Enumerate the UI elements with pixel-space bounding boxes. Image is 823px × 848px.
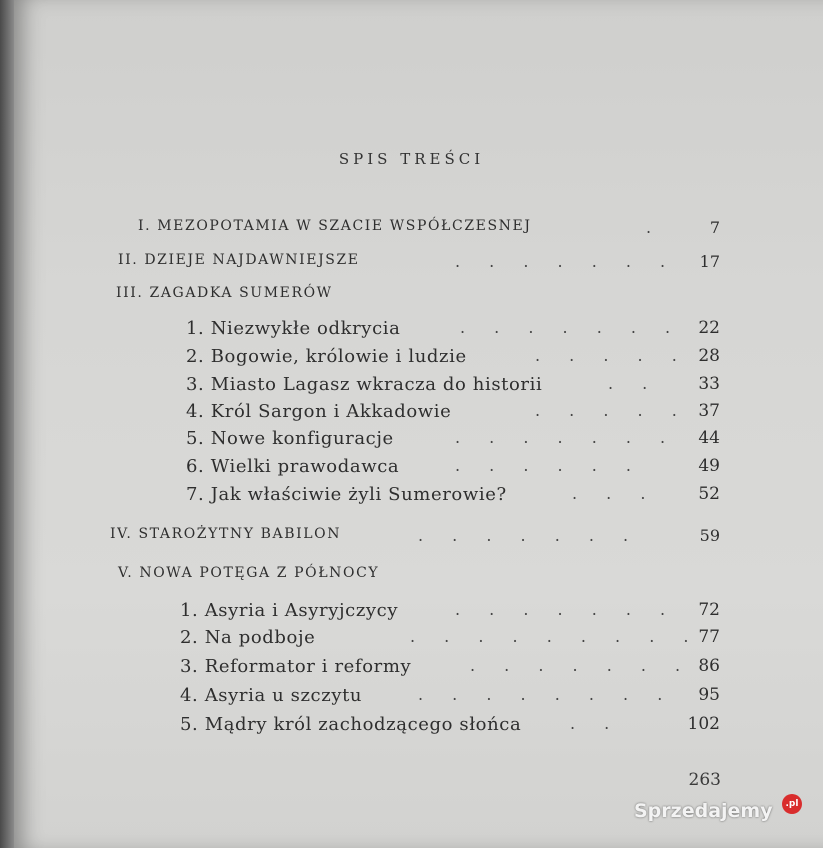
toc-entry-label: 2. Bogowie, królowie i ludzie	[186, 346, 467, 367]
toc-entry-label: 1. Niezwykłe odkrycia	[186, 318, 401, 339]
toc-entry-page: 52	[698, 484, 720, 504]
toc-entry-leader: . . . . . . .	[470, 656, 693, 675]
toc-entry-leader: . .	[608, 374, 660, 393]
toc-entry-leader: . . .	[572, 484, 658, 503]
toc-entry	[0, 346, 823, 372]
toc-entry-leader: . .	[570, 714, 622, 733]
toc-entry-label: II. DZIEJE NAJDAWNIEJSZE	[118, 252, 360, 268]
toc-entry-page: 95	[698, 685, 720, 705]
toc-entry-label: I. MEZOPOTAMIA W SZACIE WSPÓŁCZESNEJ	[138, 218, 532, 234]
toc-entry-label: 4. Król Sargon i Akkadowie	[186, 401, 452, 422]
toc-entry-leader: . . . . .	[535, 346, 689, 365]
toc-entry	[0, 627, 823, 653]
toc-entry-label: V. NOWA POTĘGA Z PÓŁNOCY	[118, 565, 380, 581]
toc-entry-label: 6. Wielki prawodawca	[186, 456, 400, 477]
toc-entry-page: 17	[699, 252, 720, 271]
toc-entry-leader: . . . . . . .	[455, 600, 678, 619]
toc-entry-page: 7	[709, 218, 720, 237]
toc-entry-leader: .	[646, 218, 664, 237]
toc-entry	[0, 565, 823, 591]
toc-entry	[0, 218, 823, 244]
toc-entry-label: 4. Asyria u szczytu	[180, 685, 363, 706]
toc-title: SPIS TREŚCI	[338, 150, 485, 168]
toc-entry-page: 72	[698, 600, 720, 620]
toc-entry-page: 44	[698, 428, 720, 448]
toc-entry-leader: . . . . . . . .	[418, 685, 675, 704]
toc-entry	[0, 252, 823, 278]
toc-entry-leader: . . . . . .	[455, 456, 643, 475]
toc-entry-label: 5. Nowe konfiguracje	[186, 428, 394, 449]
toc-entry	[0, 401, 823, 427]
toc-entry-label: 3. Miasto Lagasz wkracza do historii	[186, 374, 543, 395]
watermark-text: Sprzedajemy	[634, 800, 773, 822]
toc-entry-label: 2. Na podboje	[180, 627, 316, 648]
toc-entry-page: 28	[698, 346, 720, 366]
toc-entry-leader: . . . . . . .	[455, 252, 678, 271]
toc-entry	[0, 318, 823, 344]
toc-entry-label: 7. Jak właściwie żyli Sumerowie?	[186, 484, 507, 505]
toc-entry-page: 33	[698, 374, 720, 394]
toc-entry-page: 49	[698, 456, 720, 476]
toc-entry-page: 22	[698, 318, 720, 338]
toc-entry-label: 5. Mądry król zachodzącego słońca	[180, 714, 522, 735]
toc-entry-label: IV. STAROŻYTNY BABILON	[110, 526, 342, 542]
toc-entry-label: 1. Asyria i Asyryjczycy	[180, 600, 399, 621]
toc-entry	[0, 714, 823, 740]
toc-entry	[0, 484, 823, 510]
toc-entry-leader: . . . . . . .	[455, 428, 678, 447]
toc-entry-page: 37	[698, 401, 720, 421]
toc-entry	[0, 685, 823, 711]
toc-entry-leader: . . . . . . .	[460, 318, 683, 337]
toc-entry	[0, 656, 823, 682]
toc-entry	[0, 374, 823, 400]
toc-entry-leader: . . . . . . . . .	[410, 627, 701, 646]
toc-entry-label: III. ZAGADKA SUMERÓW	[116, 285, 333, 301]
toc-entry	[0, 526, 823, 552]
toc-entry	[0, 428, 823, 454]
toc-entry	[0, 600, 823, 626]
toc-entry	[0, 285, 823, 311]
watermark-badge: .pl	[782, 794, 802, 814]
toc-entry-label: 3. Reformator i reformy	[180, 656, 412, 677]
toc-entry-leader: . . . . .	[535, 401, 689, 420]
page-number: 263	[688, 770, 721, 790]
toc-entry-page: 59	[699, 526, 720, 545]
toc-entry-leader: . . . . . . .	[418, 526, 641, 545]
toc-entry-page: 86	[698, 656, 720, 676]
toc-entry-page: 102	[687, 714, 720, 734]
toc-entry-page: 77	[698, 627, 720, 647]
toc-entry	[0, 456, 823, 482]
